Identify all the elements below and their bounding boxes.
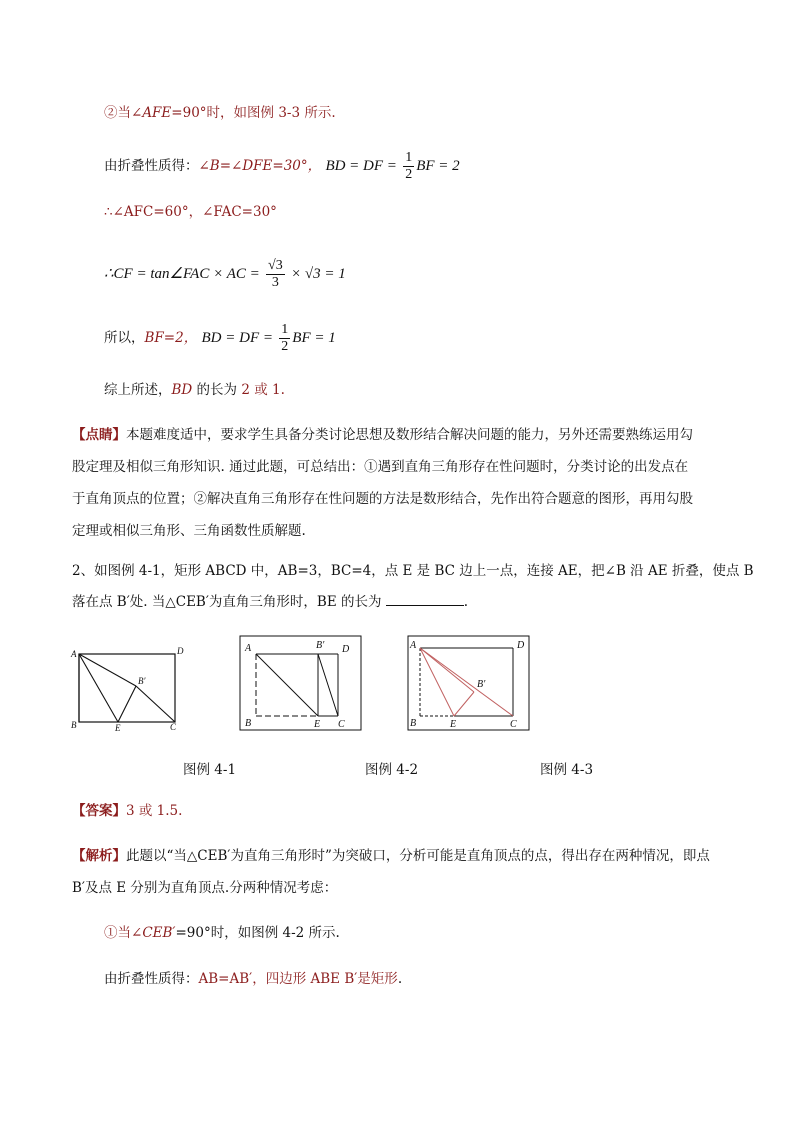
so-prefix: 所以， [104,330,145,346]
dianjing-line-3 [72,489,693,509]
fold2-tail: . [397,971,403,987]
so-eq: BD = DF = [201,330,273,346]
analysis-tag: 【解析】 [72,848,126,864]
figure-4-2 [238,634,366,734]
so-line [104,322,336,355]
summary-line [104,380,285,400]
fold-tail: BF = 2 [416,158,460,174]
frac-num: 1 [405,150,413,165]
label-C: C [510,719,517,730]
problem2-period: . [463,594,469,610]
case1-angle: CEB′ [142,925,176,941]
summary-b: 的长为 [192,382,242,398]
analysis-line-2 [72,878,337,898]
fraction [266,258,285,291]
circled-number: ② [104,105,118,121]
label-B: B [410,718,417,729]
case2-angle: AFE [142,105,172,121]
label-E: E [450,719,457,730]
answer-blank [386,591,464,606]
problem2-line-2 [72,591,468,612]
frac-num: 1 [281,322,289,337]
problem2-text-2: 落在点 B′处. 当△CEB′为直角三角形时，BE 的长为 [72,594,382,610]
frac-den: 3 [271,275,279,290]
answer-line [72,801,182,821]
analysis-text-1: 此题以“当△CEB′为直角三角形时”为突破口，分析可能是直角顶点的点，得出存在两种情况，即点 [126,848,710,864]
frac-num: √3 [268,258,283,273]
fold-eq: BD = DF = [325,158,397,174]
caption-4-2: 图例 4-2 [365,762,419,778]
fold-line-2 [104,969,402,989]
dianjing-tag: 【点睛】 [72,427,126,443]
caption-4-3: 图例 4-3 [540,762,594,778]
cf-rhs: × √3 = 1 [291,266,346,282]
problem2-text-1: 2、如图例 4-1，矩形 ABCD 中，AB=3，BC=4，点 E 是 BC 边上一点，连接 AE，把∠B 沿 AE 折叠，使点 B [72,563,754,579]
label-E: E [115,723,121,733]
label-B: B [71,720,77,730]
label-D: D [342,644,350,655]
case2-text: 当∠ [117,105,143,121]
cf-lhs: ∴CF = tan∠FAC × AC = [104,266,260,282]
dianjing-text-3: 于直角顶点的位置；②解决直角三角形存在性问题的方法是数形结合，先作出符合题意的图形，再用勾股 [72,491,693,507]
label-A: A [410,640,417,651]
summary-a: 综上所述， [104,382,172,398]
fraction [279,322,290,355]
summary-bd: BD [171,382,193,398]
caption-4-1: 图例 4-1 [183,762,237,778]
fraction [403,150,414,183]
dianjing-line-2 [72,457,688,477]
label-B: B [245,718,252,729]
case2-line [104,103,336,123]
case1-line [104,923,340,943]
label-A: A [245,643,252,654]
fold-line-1 [104,150,460,183]
label-C: C [338,719,345,730]
so-tail: BF = 1 [292,330,336,346]
dianjing-line-4 [72,521,306,541]
label-Bp: B′ [138,676,146,686]
case2-text-b: =90°时，如图例 3-3 所示. [171,105,336,121]
label-A: A [71,649,77,659]
frac-den: 2 [281,339,289,354]
frac-den: 2 [405,167,413,182]
answer-tag: 【答案】 [72,803,126,819]
dianjing-text-1: 本题难度适中，要求学生具备分类讨论思想及数形结合解决问题的能力，另外还需要熟练运用勾 [126,427,693,443]
case1-text-b: =90°时，如图例 4-2 所示. [175,925,340,941]
label-D: D [517,640,525,651]
case1-text: ①当∠ [104,925,143,941]
label-Bp: B′ [477,679,486,690]
summary-val: 2 或 1. [241,382,285,398]
dianjing-text-4: 定理或相似三角形、三角函数性质解题. [72,523,306,539]
fold2-red: AB=AB′，四边形 ABE B′是矩形 [198,971,398,987]
dianjing-text-2: 股定理及相似三角形知识. 通过此题，可总结出：①遇到直角三角形存在性问题时，分类讨论的出发点在 [72,459,689,475]
therefore-text: ∴∠AFC=60°，∠FAC=30° [104,204,277,220]
label-E: E [314,719,321,730]
dianjing-line-1 [72,425,693,445]
therefore-line [104,202,277,222]
analysis-line-1 [72,846,710,866]
fold-angles: ∠B=∠DFE=30°， [198,158,322,174]
fold2-prefix: 由折叠性质得： [104,971,199,987]
figure-4-1 [66,640,186,736]
problem2-line-1 [72,561,754,581]
fold-prefix: 由折叠性质得： [104,158,199,174]
label-C: C [170,722,177,732]
analysis-text-2: B′及点 E 分别为直角顶点.分两种情况考虑： [72,880,338,896]
answer-value: 3 或 1.5. [126,803,183,819]
cf-line [104,258,346,291]
so-bf: BF=2， [144,330,198,346]
label-D: D [177,646,184,656]
label-Bp: B′ [316,640,325,651]
figure-4-3 [406,634,532,734]
